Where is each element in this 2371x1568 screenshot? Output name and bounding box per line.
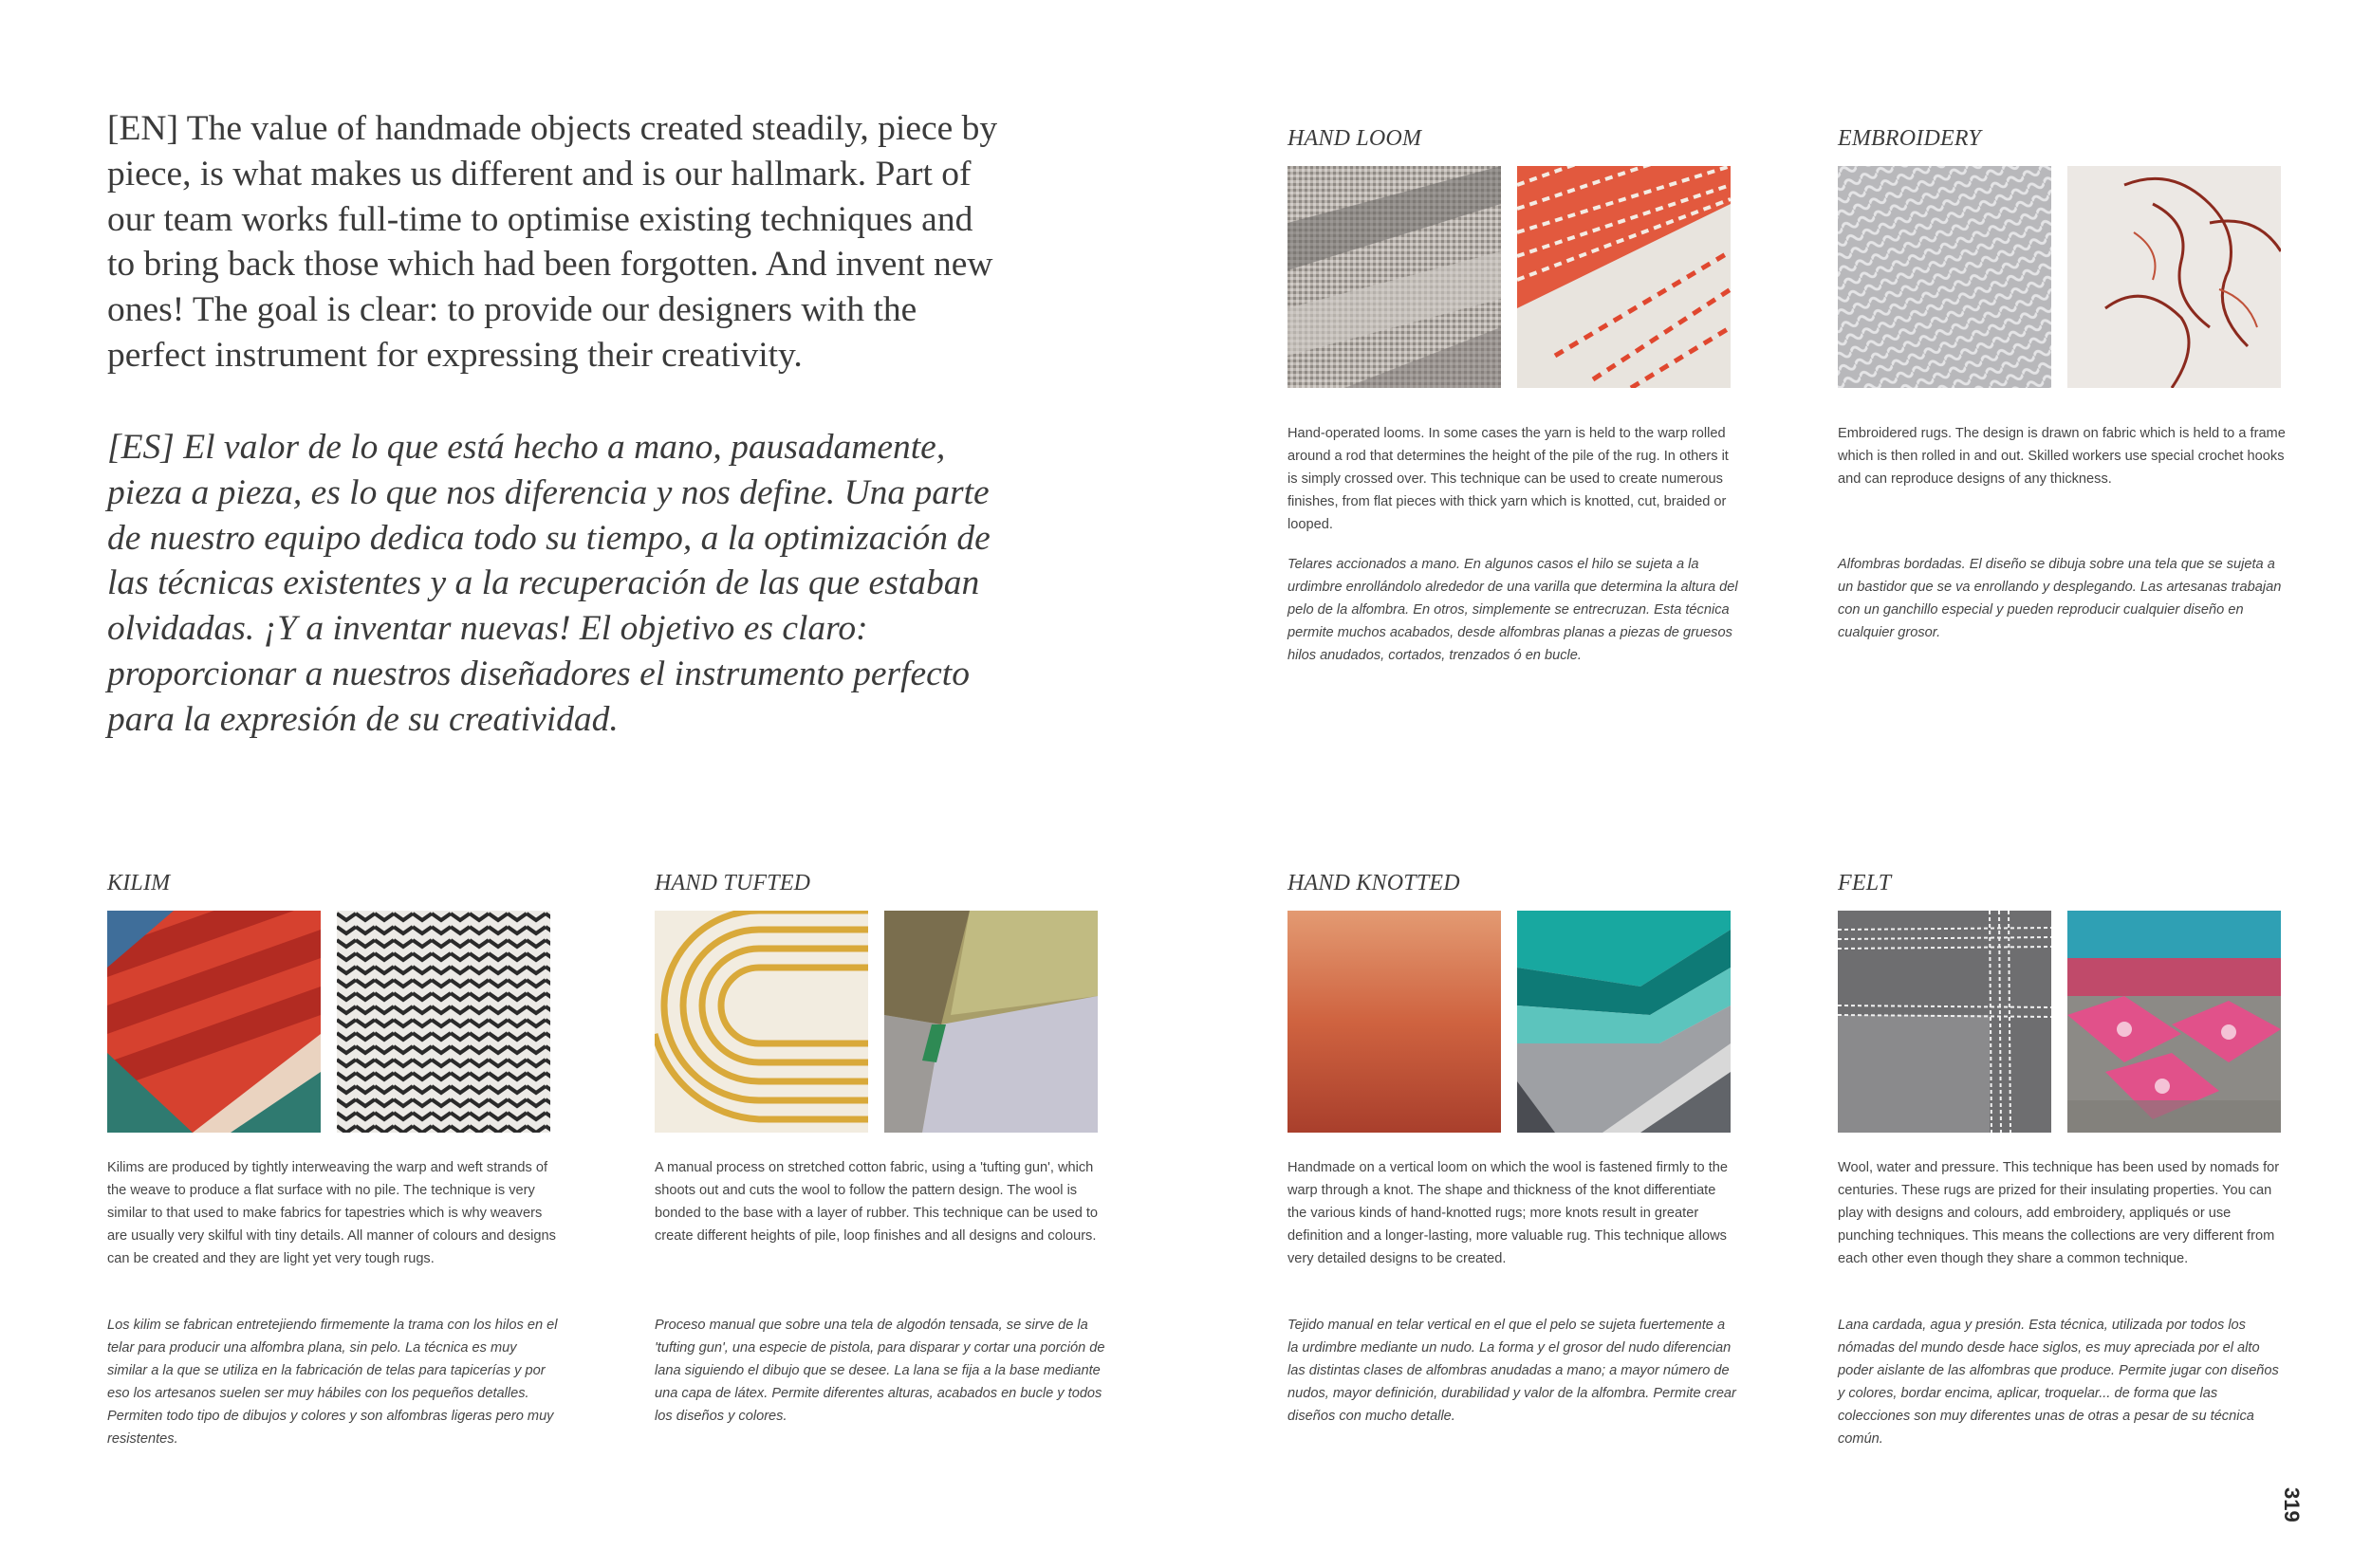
felt-description-en: Wool, water and pressure. This technique has been used by nomads for centuries. These rugs are prized for their insulating properties. You can play with designs and colours, add embroidery, appliqués or use punching techniques. This means the collections are very different from each other even though they share a common technique. [1838,1160,2280,1266]
section-title: HAND LOOM [1287,126,1422,151]
hand-loom-description-es: Telares accionados a mano. En algunos casos el hilo se sujeta a la urdimbre enrollándolo alrededor de una varilla que determina la altura del pelo de la alfombra. En otros, simplemente se entrecruzan. Esta técnica permite muchos acabados, desde alfombras planas a piezas de gruesos hilos anudados, cortados, trenzados ó en bucle. [1287,557,1738,663]
intro-spanish: [ES] El valor de lo que está hecho a mano, pausadamente, pieza a pieza, es lo que nos diferencia y nos define. Una parte de nuestro equipo dedica todo su tiempo, a la optimización de las técnicas existentes y a la recuperación de las que estaban olvidadas. ¡Y a inventar nuevas! El objetivo es claro: proporcionar a nuestros diseñadores el instrumento perfecto para la expresión de su creatividad. [107,428,991,739]
hand-knotted-image-2 [1517,911,1731,1133]
embroidery-image-1 [1838,166,2051,388]
section-title: HAND TUFTED [655,871,811,895]
hand-loom-image-2 [1517,166,1731,388]
felt-description-es: Lana cardada, agua y presión. Esta técnica, utilizada por todos los nómadas del mundo desde hace siglos, es muy apreciada por el alto poder aislante de las alfombras que produce. Permite jugar con diseños y colores, bordar encima, aplicar, troquelar... de forma que las colecciones son muy diferentes unas de otras a pesar de su técnica común. [1838,1318,2279,1447]
page-number: 319 [2280,1487,2304,1522]
section-title: HAND KNOTTED [1287,871,1460,895]
embroidery-description-en: Embroidered rugs. The design is drawn on fabric which is held to a frame which is then rolled in and out. Skilled workers use special crochet hooks and can reproduce designs of any thickness. [1838,426,2286,487]
hand-loom-description-en: Hand-operated looms. In some cases the yarn is held to the warp rolled around a rod that determines the height of the pile of the rug. In others it is simply crossed over. This technique can be used to create numerous finishes, from flat pieces with thick yarn which is knotted, cut, braided or looped. [1287,426,1729,532]
hand-loom-image-1 [1287,166,1501,388]
embroidery-description-es: Alfombras bordadas. El diseño se dibuja sobre una tela que se sujeta a un bastidor que se va enrollando y desplegando. Las artesanas trabajan con un ganchillo especial y pueden reproducir cualquier diseño en cualquier grosor. [1838,557,2282,640]
section-title: KILIM [107,871,171,895]
hand-tufted-image-2 [884,911,1098,1133]
kilim-image-1 [107,911,321,1133]
hand-tufted-description-en: A manual process on stretched cotton fabric, using a 'tufting gun', which shoots out and cuts the wool to follow the pattern design. The wool is bonded to the base with a layer of rubber. This technique can be used to create different heights of pile, loop finishes and all designs and colours. [655,1160,1099,1244]
kilim-description-en: Kilims are produced by tightly interweaving the warp and weft strands of the weave to produce a flat surface with no pile. The technique is very similar to that used to make fabrics for tapestries which is why weavers are usually very skilful with tiny details. All manner of colours and designs can be created and they are light yet very tough rugs. [107,1160,556,1266]
felt-image-2 [2067,911,2281,1133]
kilim-image-2 [337,911,550,1133]
hand-knotted-image-1 [1287,911,1501,1133]
intro-english: [EN] The value of handmade objects created steadily, piece by piece, is what makes us different and is our hallmark. Part of our team works full-time to optimise existing techniques and to bring back those which had been forgotten. And invent new ones! The goal is clear: to provide our designers with the perfect instrument for expressing their creativity. [107,109,998,375]
hand-knotted-description-es: Tejido manual en telar vertical en el que el pelo se sujeta fuertemente a la urdimbre mediante un nudo. La forma y el grosor del nudo diferencian las distintas clases de alfombras anudadas a mano; a mayor número de nudos, mayor definición, durabilidad y valor de la alfombra. Permite crear diseños con mucho detalle. [1287,1318,1736,1424]
hand-tufted-image-1 [655,911,868,1133]
section-title: EMBROIDERY [1838,126,1981,151]
felt-image-1 [1838,911,2051,1133]
section-title: FELT [1838,871,1892,895]
hand-tufted-description-es: Proceso manual que sobre una tela de algodón tensada, se sirve de la 'tufting gun', una especie de pistola, para disparar y cortar una porción de lana siguiendo el dibujo que se desee. La lana se fija a la base mediante una capa de látex. Permite diferentes alturas, acabados en bucle y todos los diseños y colores. [655,1318,1105,1424]
hand-knotted-description-en: Handmade on a vertical loom on which the wool is fastened firmly to the warp through a knot. The shape and thickness of the knot differentiate the various kinds of hand-knotted rugs; more knots result in greater definition and a longer-lasting, more valuable rug. This technique allows very detailed designs to be created. [1287,1160,1728,1266]
embroidery-image-2 [2067,166,2281,388]
kilim-description-es: Los kilim se fabrican entretejiendo firmemente la trama con los hilos en el telar para producir una alfombra plana, sin pelo. La técnica es muy similar a la que se utiliza en la fabricación de telas para tapicerías y por eso los artesanos suelen ser muy hábiles con los pequeños detalles. Permiten todo tipo de dibujos y colores y son alfombras ligeras pero muy resistentes. [107,1318,558,1447]
